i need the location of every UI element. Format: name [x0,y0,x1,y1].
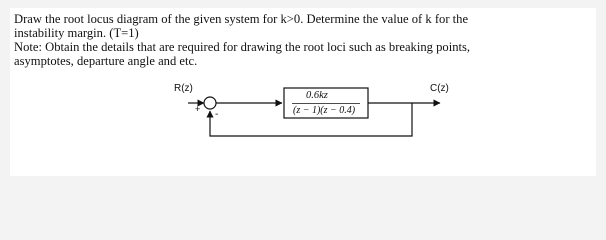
minus-sign: - [215,109,219,120]
input-label: R(z) [174,83,193,94]
problem-page [10,8,596,176]
plus-sign: + [195,104,201,114]
block-diagram [10,8,596,176]
note-line-2: asymptotes, departure angle and etc. [14,54,198,68]
output-label: C(z) [430,83,449,94]
summing-junction [204,97,216,109]
note-line-1: Note: Obtain the details that are required for drawing the root loci such as breaking points, [14,40,471,54]
tf-numerator: 0.6kz [306,90,328,101]
problem-line-1: Draw the root locus diagram of the given system for k>0. Determine the value of k for the [14,12,469,26]
tf-denominator: (z − 1)(z − 0.4) [293,105,356,116]
problem-line-2: instability margin. (T=1) [14,26,139,40]
